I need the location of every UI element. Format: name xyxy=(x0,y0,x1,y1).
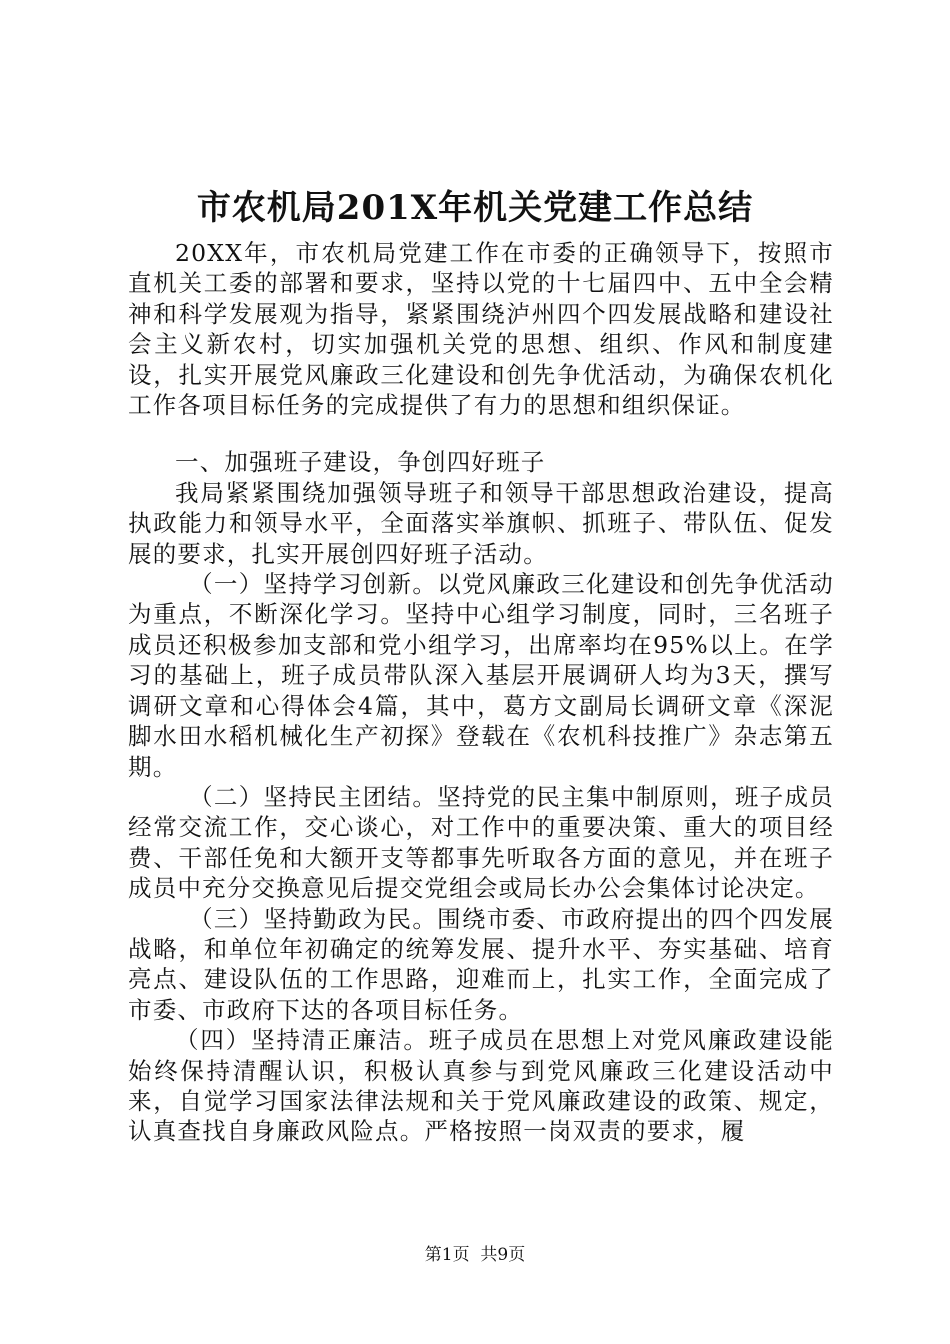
section-intro-paragraph: 我局紧紧围绕加强领导班子和领导干部思想政治建设，提高执政能力和领导水平，全面落实举旗帜、抓班子、带队伍、促发展的要求，扎实开展创四好班子活动。 xyxy=(128,478,834,568)
item-paragraph-1: （一）坚持学习创新。以党风廉政三化建设和创先争优活动为重点，不断深化学习。坚持中心组学习制度，同时，三名班子成员还积极参加支部和党小组学习，出席率均在95%以上。在学习的基础上，班子成员带队深入基层开展调研人均为3天，撰写调研文章和心得体会4篇，其中，葛方文副局长调研文章《深泥脚水田水稻机械化生产初探》登载在《农机科技推广》杂志第五期。 xyxy=(128,570,834,781)
item-paragraph-4: （四）坚持清正廉洁。班子成员在思想上对党风廉政建设能始终保持清醒认识，积极认真参与到党风廉政三化建设活动中来，自觉学习国家法律法规和关于党风廉政建设的政策、规定，认真查找自身廉政风险点。严格按照一岗双责的要求，履 xyxy=(128,1026,834,1146)
intro-paragraph: 20XX年，市农机局党建工作在市委的正确领导下，按照市直机关工委的部署和要求，坚持以党的十七届四中、五中全会精神和科学发展观为指导，紧紧围绕泸州四个四发展战略和建设社会主义新农村，切实加强机关党的思想、组织、作风和制度建设，扎实开展党风廉政三化建设和创先争优活动，为确保农机化工作各项目标任务的完成提供了有力的思想和组织保证。 xyxy=(128,239,834,420)
document-body xyxy=(128,238,834,1147)
paragraph-spacer xyxy=(128,420,834,447)
document-title: 市农机局201X年机关党建工作总结 xyxy=(196,188,754,228)
item-paragraph-3: （三）坚持勤政为民。围绕市委、市政府提出的四个四发展战略，和单位年初确定的统筹发展、提升水平、夯实基础、培育亮点、建设队伍的工作思路，迎难而上，扎实工作，全面完成了市委、市政府下达的各项目标任务。 xyxy=(128,904,834,1024)
item-paragraph-2: （二）坚持民主团结。坚持党的民主集中制原则，班子成员经常交流工作，交心谈心，对工作中的重要决策、重大的项目经费、干部任免和大额开支等都事先听取各方面的意见，并在班子成员中充分交换意见后提交党组会或局长办公会集体讨论决定。 xyxy=(128,782,834,903)
section-heading: 一、加强班子建设，争创四好班子 xyxy=(175,448,546,477)
page-number: 第1页 共9页 xyxy=(424,1245,526,1265)
page-footer xyxy=(0,1243,950,1267)
